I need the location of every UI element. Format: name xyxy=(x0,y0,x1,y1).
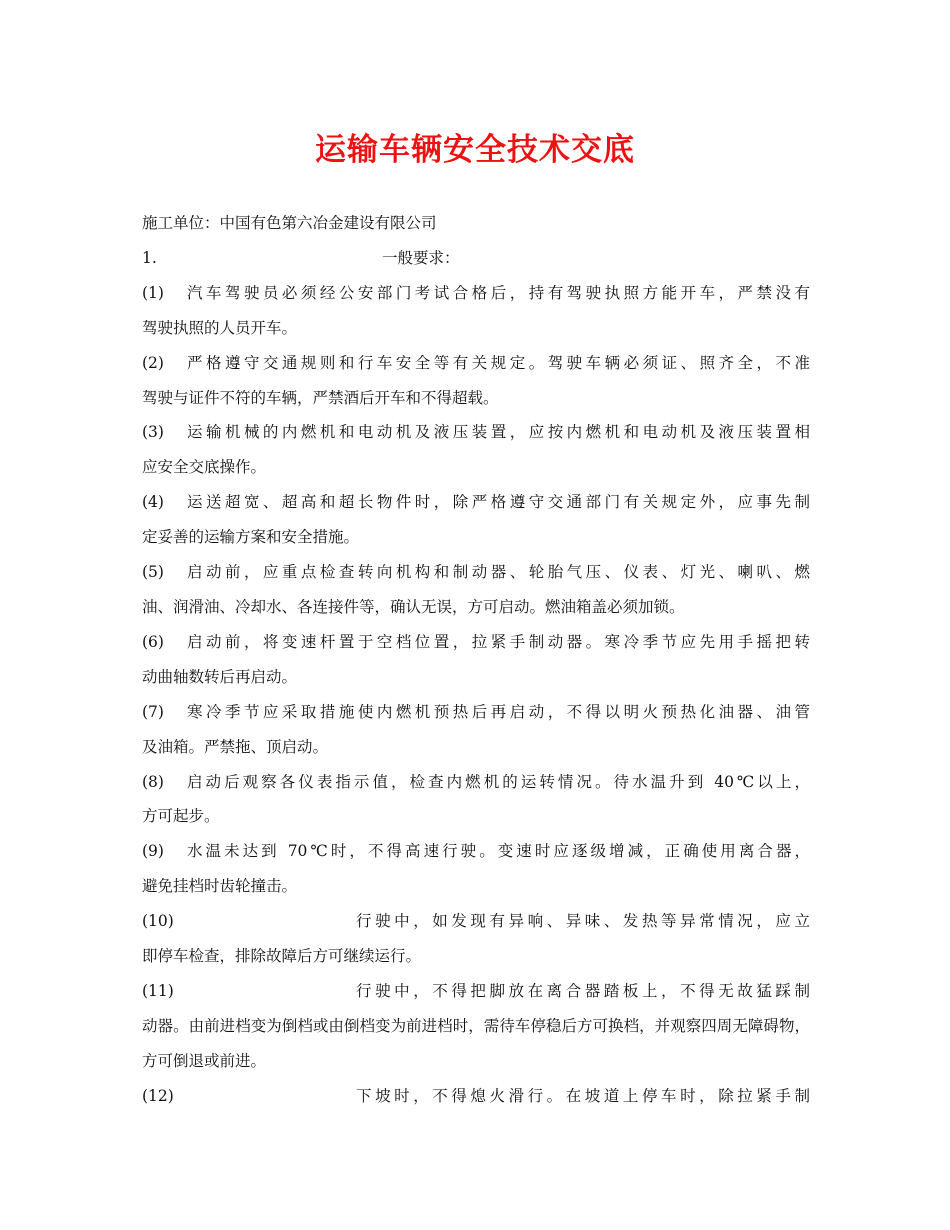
item-text-rest: 方可起步。 xyxy=(142,807,220,826)
item-number: (4) xyxy=(142,493,164,512)
item-text-rest: 即停车检查，排除故障后方可继续运行。 xyxy=(142,947,422,966)
item-text-rest: 定妥善的运输方案和安全措施。 xyxy=(142,528,360,547)
item-number: (10) xyxy=(142,912,174,931)
item-text-rest: 动器。由前进档变为倒档或由倒档变为前进档时，需待车停稳后方可换档，并观察四周无障碍物，方可倒退或前进。 xyxy=(142,1016,810,1070)
item-number: (7) xyxy=(142,702,164,721)
section-number: 1. xyxy=(142,248,157,267)
item-text-lead: 运送超宽、超高和超长物件时，除严格遵守交通部门有关规定外，应事先制 xyxy=(187,493,810,512)
list-item xyxy=(142,904,810,974)
item-text-rest: 避免挂档时齿轮撞击。 xyxy=(142,877,298,896)
item-text-lead: 严格遵守交通规则和行车安全等有关规定。驾驶车辆必须证、照齐全，不准 xyxy=(187,353,810,372)
item-text-rest: 驾驶与证件不符的车辆，严禁酒后开车和不得超载。 xyxy=(142,388,499,407)
list-item xyxy=(142,625,810,695)
item-text-lead: 行驶中，如发现有异响、异味、发热等异常情况，应立 xyxy=(356,912,810,931)
item-number: (8) xyxy=(142,772,164,791)
item-text-lead: 水温未达到 70℃时，不得高速行驶。变速时应逐级增减，正确使用离合器， xyxy=(187,842,810,861)
item-text-rest: 应安全交底操作。 xyxy=(142,458,267,477)
item-text-rest: 及油箱。严禁拖、顶启动。 xyxy=(142,737,329,756)
list-item xyxy=(142,1079,810,1114)
item-number: (11) xyxy=(142,981,174,1000)
item-text-rest: 动曲轴数转后再启动。 xyxy=(142,667,298,686)
item-text-lead: 启动前，应重点检查转向机构和制动器、轮胎气压、仪表、灯光、喇叭、燃 xyxy=(187,563,810,582)
item-text-rest: 油、润滑油、冷却水、各连接件等，确认无误，方可启动。燃油箱盖必须加锁。 xyxy=(142,597,685,616)
item-text-lead: 启动后观察各仪表指示值，检查内燃机的运转情况。待水温升到 40℃以上， xyxy=(187,772,810,791)
item-text-lead: 行驶中，不得把脚放在离合器踏板上，不得无故猛踩制 xyxy=(356,981,810,1000)
item-number: (1) xyxy=(142,283,164,302)
list-item xyxy=(142,555,810,625)
item-number: (5) xyxy=(142,563,164,582)
item-number: (9) xyxy=(142,842,164,861)
item-number: (3) xyxy=(142,423,164,442)
item-text-lead: 下坡时，不得熄火滑行。在坡道上停车时，除拉紧手制 xyxy=(356,1086,810,1105)
list-item xyxy=(142,415,810,485)
document-title: 运输车辆安全技术交底 xyxy=(315,132,635,168)
list-item xyxy=(142,485,810,555)
section-heading-text: 一般要求： xyxy=(382,248,460,267)
list-item xyxy=(142,276,810,346)
list-item xyxy=(142,346,810,416)
item-number: (6) xyxy=(142,632,164,651)
item-number: (12) xyxy=(142,1086,174,1105)
item-number: (2) xyxy=(142,353,164,372)
list-item xyxy=(142,765,810,835)
construction-unit-line: 施工单位：中国有色第六冶金建设有限公司 xyxy=(142,214,437,232)
item-text-lead: 寒冷季节应采取措施使内燃机预热后再启动，不得以明火预热化油器、油管 xyxy=(187,702,810,721)
item-text-rest: 驾驶执照的人员开车。 xyxy=(142,318,298,337)
item-text-lead: 汽车驾驶员必须经公安部门考试合格后，持有驾驶执照方能开车，严禁没有 xyxy=(187,283,810,302)
list-item xyxy=(142,834,810,904)
document-body xyxy=(142,206,810,1114)
list-item xyxy=(142,974,810,1079)
section-heading xyxy=(142,241,810,276)
item-text-lead: 启动前，将变速杆置于空档位置，拉紧手制动器。寒冷季节应先用手摇把转 xyxy=(187,632,810,651)
list-item xyxy=(142,695,810,765)
item-text-lead: 运输机械的内燃机和电动机及液压装置，应按内燃机和电动机及液压装置相 xyxy=(187,423,810,442)
